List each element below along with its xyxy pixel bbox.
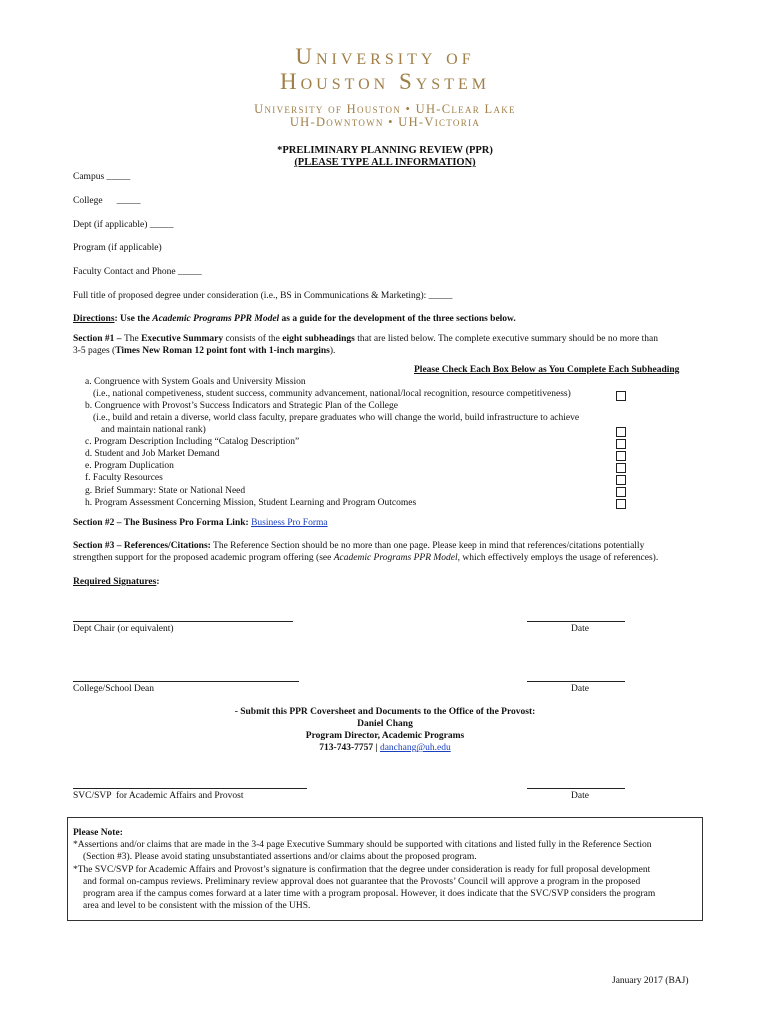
logo-line-2: Houston System bbox=[280, 69, 490, 94]
dept-chair-signature-line[interactable] bbox=[73, 621, 293, 622]
checkbox-c[interactable] bbox=[616, 439, 626, 449]
section-1-line2a: 3-5 pages ( bbox=[73, 346, 116, 356]
section-1-eight: eight subheadings bbox=[282, 334, 355, 344]
checklist-item-f: f. Faculty Resources bbox=[85, 473, 163, 483]
section-3-text-2b: , which effectively employs the usage of references). bbox=[457, 553, 659, 563]
section-1-line-2 bbox=[73, 346, 335, 356]
dept-chair-label: Dept Chair (or equivalent) bbox=[73, 624, 174, 634]
contact-phone: 713-743-7757 | bbox=[319, 743, 380, 753]
section-3-text-2a: strengthen support for the proposed academic program offering (see bbox=[73, 553, 334, 563]
note-p2-d: area and level to be consistent with the mission of the UHS. bbox=[83, 901, 311, 911]
dean-date-label: Date bbox=[571, 684, 589, 694]
program-field: Program (if applicable) bbox=[73, 243, 162, 253]
section-3-line-2 bbox=[73, 553, 658, 563]
note-heading: Please Note: bbox=[73, 828, 123, 838]
directions-label: Directions bbox=[73, 314, 115, 324]
note-p2-c: program area if the campus comes forward at a later time with a program proposal. However, it does indicate that the SVC/SVP considers the program bbox=[83, 889, 656, 899]
logo-campuses-2: UH-Downtown • UH-Victoria bbox=[289, 115, 481, 129]
dean-date-line[interactable] bbox=[527, 681, 625, 682]
checklist-item-h: h. Program Assessment Concerning Mission, Student Learning and Program Outcomes bbox=[85, 498, 417, 508]
note-p2-b: and formal on-campus reviews. Preliminary review approval does not guarantee that the Provosts’ Council will approve a program in the proposed bbox=[83, 877, 641, 887]
svc-date-label: Date bbox=[571, 791, 589, 801]
directions-text-1: : Use the bbox=[114, 314, 153, 324]
note-p2-a: *The SVC/SVP for Academic Affairs and Provost’s signature is confirmation that the degree under consideration is ready for full proposal development bbox=[73, 865, 651, 875]
checkbox-b[interactable] bbox=[616, 427, 626, 437]
dept-field: Dept (if applicable) _____ bbox=[73, 220, 174, 230]
checklist-item-a: a. Congruence with System Goals and University Mission bbox=[85, 377, 306, 387]
checkbox-f[interactable] bbox=[616, 475, 626, 485]
section-2-head: Section #2 – The Business Pro Forma Link: bbox=[73, 518, 252, 528]
college-field: College _____ bbox=[73, 196, 141, 206]
note-p1-a: *Assertions and/or claims that are made in the 3-4 page Executive Summary should be supported with citations and listed fully in the Reference Section bbox=[73, 840, 652, 850]
directions-model: Academic Programs PPR Model bbox=[152, 314, 280, 324]
svc-signature-line[interactable] bbox=[73, 788, 307, 789]
contact-email-link[interactable]: danchang@uh.edu bbox=[379, 743, 451, 753]
checklist-item-g: g. Brief Summary: State or National Need bbox=[85, 486, 246, 496]
section-1-line2c: ). bbox=[329, 346, 336, 356]
checkbox-a[interactable] bbox=[616, 391, 626, 401]
signatures-colon: : bbox=[156, 577, 160, 587]
svc-label: SVC/SVP for Academic Affairs and Provost bbox=[73, 791, 244, 801]
section-3-text-1: The Reference Section should be no more than one page. Please keep in mind that references/citations potentially bbox=[210, 541, 645, 551]
page-subtitle: (PLEASE TYPE ALL INFORMATION) bbox=[294, 157, 476, 168]
dept-chair-date-label: Date bbox=[571, 624, 589, 634]
section-1-font-note: Times New Roman 12 point font with 1-inch margins bbox=[115, 346, 330, 356]
section-1-exec: Executive Summary bbox=[141, 334, 224, 344]
directions bbox=[73, 314, 516, 324]
section-2 bbox=[73, 518, 328, 528]
faculty-contact-field: Faculty Contact and Phone _____ bbox=[73, 267, 202, 277]
section-1-line-1 bbox=[73, 334, 658, 344]
checklist-item-a-detail: (i.e., national competiveness, student success, community advancement, national/local recognition, resource competitiveness) bbox=[93, 389, 571, 399]
dept-chair-date-line[interactable] bbox=[527, 621, 625, 622]
logo-campuses-1: University of Houston • UH-Clear Lake bbox=[254, 102, 516, 116]
checklist-item-d: d. Student and Job Market Demand bbox=[85, 449, 220, 459]
contact-line bbox=[0, 743, 770, 753]
section-1-pre: The bbox=[123, 334, 142, 344]
business-pro-forma-link[interactable]: Business Pro Forma bbox=[251, 518, 328, 528]
checkbox-g[interactable] bbox=[616, 487, 626, 497]
campus-field: Campus _____ bbox=[73, 172, 131, 182]
checklist-item-b-detail-2: and maintain national rank) bbox=[101, 425, 206, 435]
section-3-line-1 bbox=[73, 541, 644, 551]
signatures-heading bbox=[73, 577, 160, 587]
checkbox-d[interactable] bbox=[616, 451, 626, 461]
section-1-mid: consists of the bbox=[223, 334, 283, 344]
checklist-item-b: b. Congruence with Provost’s Success Indicators and Strategic Plan of the College bbox=[85, 401, 398, 411]
section-1-rest: that are listed below. The complete executive summary should be no more than bbox=[354, 334, 658, 344]
footer-date: January 2017 (BAJ) bbox=[612, 976, 689, 986]
checklist-heading: Please Check Each Box Below as You Complete Each Subheading bbox=[414, 365, 680, 375]
directions-text-2: as a guide for the development of the three sections below. bbox=[279, 314, 516, 324]
checkbox-h[interactable] bbox=[616, 499, 626, 509]
contact-name: Daniel Chang bbox=[357, 719, 413, 729]
page-title: *PRELIMINARY PLANNING REVIEW (PPR) bbox=[277, 145, 493, 156]
contact-title: Program Director, Academic Programs bbox=[305, 731, 465, 741]
section-1-head: Section #1 – bbox=[73, 334, 124, 344]
section-3-model: Academic Programs PPR Model bbox=[333, 553, 458, 563]
degree-title-field: Full title of proposed degree under consideration (i.e., BS in Communications & Marketing): _____ bbox=[73, 291, 453, 301]
checklist-item-b-detail: (i.e., build and retain a diverse, world class faculty, prepare graduates who will change the world, build infrastructure to achieve bbox=[93, 413, 580, 423]
note-p1-b: (Section #3). Please avoid stating unsubstantiated assertions and/or claims about the proposed program. bbox=[83, 852, 477, 862]
section-3-head: Section #3 – References/Citations: bbox=[73, 541, 211, 551]
submit-instruction: - Submit this PPR Coversheet and Documents to the Office of the Provost: bbox=[234, 707, 536, 717]
checklist-item-c: c. Program Description Including “Catalog Description” bbox=[85, 437, 300, 447]
svc-date-line[interactable] bbox=[527, 788, 625, 789]
signatures-heading-text: Required Signatures bbox=[73, 577, 157, 587]
dean-signature-line[interactable] bbox=[73, 681, 299, 682]
checklist-item-e: e. Program Duplication bbox=[85, 461, 174, 471]
logo-line-1: University of bbox=[295, 44, 475, 69]
checkbox-e[interactable] bbox=[616, 463, 626, 473]
dean-label: College/School Dean bbox=[73, 684, 154, 694]
